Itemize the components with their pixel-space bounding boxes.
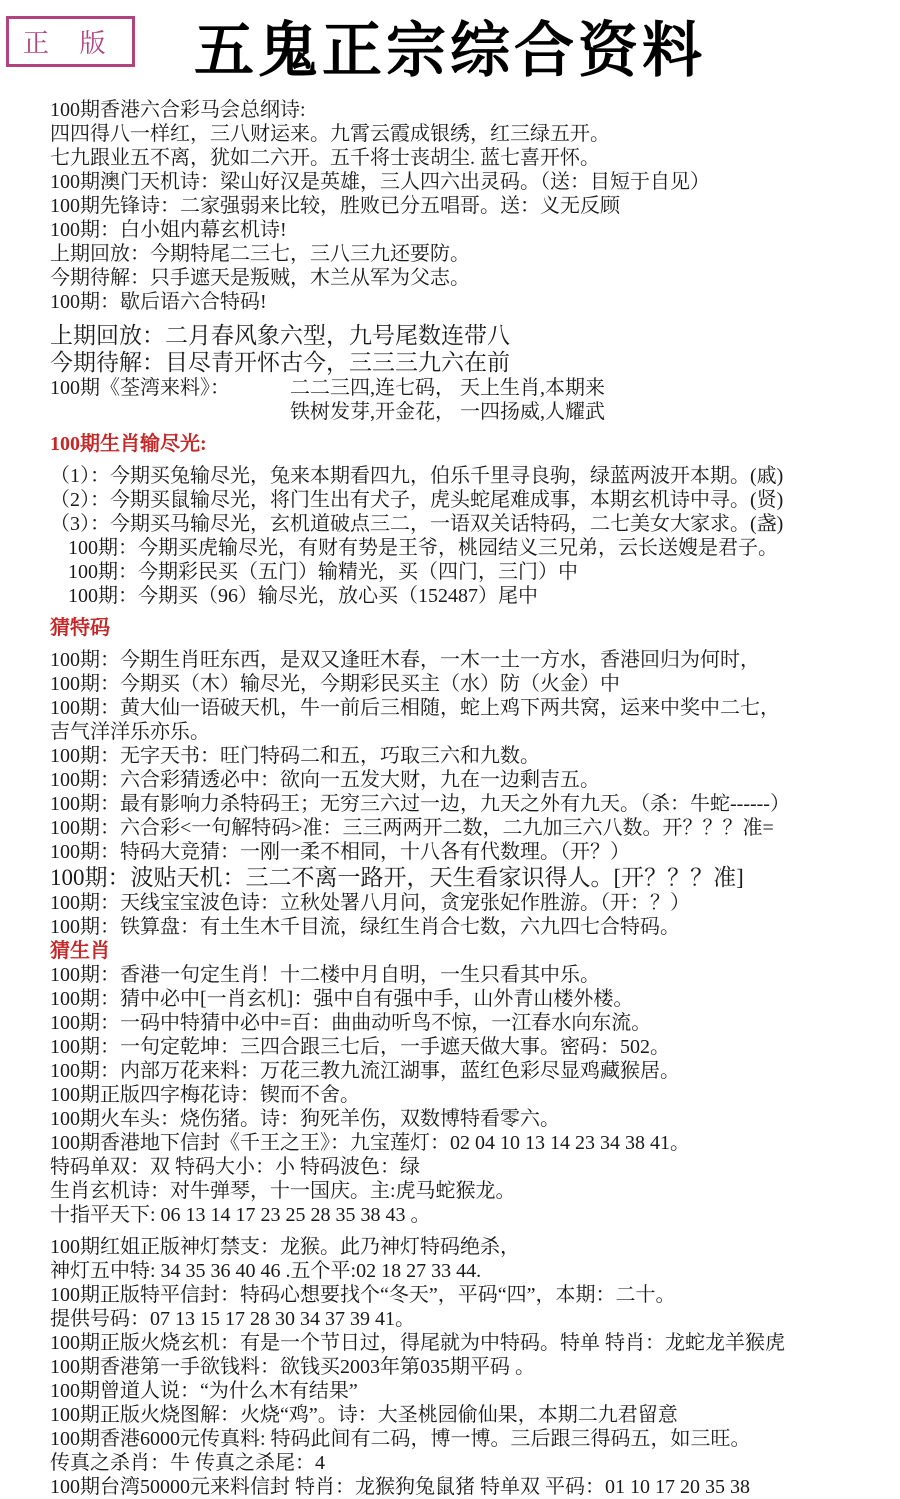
text-line: 100期：波贴天机：三二不离一路开，天生看家识得人。[开？？？准] xyxy=(50,865,744,890)
text-line: 100期香港第一手欲钱料：欲钱买2003年第035期平码 。 xyxy=(50,1356,535,1378)
text-line: 100期香港地下信封《千王之王》：九宝莲灯：02 04 10 13 14 23 34 38 41。 xyxy=(50,1132,690,1154)
text-line: 100期正版火烧玄机：有是一个节日过，得尾就为中特码。特单 特肖：龙蛇龙羊猴虎 xyxy=(50,1332,785,1354)
text-line: 100期香港6000元传真料: 特码此间有二码，博一博。三后跟三得码五，如三旺。 xyxy=(50,1428,751,1450)
text-line: 铁树发芽,开金花， 一四扬威,人耀武 xyxy=(290,401,605,423)
text-line: 100期：黄大仙一语破天机，牛一前后三相随，蛇上鸡下两共窝，运来中奖中二七， xyxy=(50,697,780,719)
text-line xyxy=(50,376,892,424)
text-line: 上期回放：今期特尾二三七，三八三九还要防。 xyxy=(50,243,470,265)
text-line: 神灯五中特: 34 35 36 40 46 .五个平:02 18 27 33 44. xyxy=(50,1260,482,1282)
text-line: 100期：今期买（96）输尽光，放心买（152487）尾中 xyxy=(68,585,538,607)
document-body xyxy=(0,98,900,1499)
text-line: 100期：无字天书：旺门特码二和五，巧取三六和九数。 xyxy=(50,745,540,767)
text-line: 特码单双：双 特码大小：小 特码波色：绿 xyxy=(50,1156,420,1178)
text-line: 100期：歇后语六合特码! xyxy=(50,291,267,313)
text-line: 100期先锋诗：二家强弱来比较，胜败已分五唱哥。送：义无反顾 xyxy=(50,195,620,217)
section-heading: 猜生肖 xyxy=(50,940,110,962)
text-line: 100期：今期生肖旺东西，是双又逢旺木春，一木一土一方水，香港回归为何时， xyxy=(50,649,760,671)
text-line: 100期：香港一句定生肖！十二楼中月自明，一生只看其中乐。 xyxy=(50,964,600,986)
text-line: 生肖玄机诗：对牛弹琴，十一国庆。主:虎马蛇猴龙。 xyxy=(50,1180,516,1202)
text-line: 100期：铁算盘：有土生木千目流，绿红生肖合七数，六九四七合特码。 xyxy=(50,916,680,938)
text-line: 四四得八一样红，三八财运来。九霄云霞成银绣，红三绿五开。 xyxy=(50,123,610,145)
text-line: 100期香港六合彩马会总纲诗: xyxy=(50,99,306,121)
text-line: （2）：今期买鼠输尽光，将门生出有犬子，虎头蛇尾难成事，本期玄机诗中寻。(贤) xyxy=(50,489,784,511)
text-line: 100期：猜中必中[一肖玄机]：强中自有强中手，山外青山楼外楼。 xyxy=(50,988,634,1010)
text-line: （1）：今期买兔输尽光，兔来本期看四九，伯乐千里寻良驹，绿蓝两波开本期。(戚) xyxy=(50,465,784,487)
text-line: 吉气洋洋乐亦乐。 xyxy=(50,721,210,743)
section-heading: 猜特码 xyxy=(50,617,110,639)
text-line: 100期台湾50000元来料信封 特肖：龙猴狗兔鼠猪 特单双 平码：01 10 17 20 35 38 xyxy=(50,1476,750,1498)
text-line: 100期正版火烧图解：火烧“鸡”。诗：大圣桃园偷仙果，本期二九君留意 xyxy=(50,1404,678,1426)
text-line: 100期澳门天机诗：梁山好汉是英雄，三人四六出灵码。（送：目短于自见） xyxy=(50,171,710,193)
authenticity-badge-label: 正 版 xyxy=(23,29,118,58)
text-line: 今期待解：只手遮天是叛贼，木兰从军为父志。 xyxy=(50,267,470,289)
text-line-stack xyxy=(290,376,605,424)
text-line: 100期：特码大竞猜：一刚一柔不相同，十八各有代数理。（开？） xyxy=(50,841,630,863)
text-line: 100期火车头：烧伤猪。诗：狗死羊伤，双数博特看零六。 xyxy=(50,1108,560,1130)
text-line: 100期：六合彩<一句解特码>准：三三两两开二数，二九加三六八数。开？？？准= xyxy=(50,817,774,839)
text-line: 今期待解：目尽青开怀古今，三三三九六在前 xyxy=(50,350,510,375)
text-line: 100期曾道人说：“为什么木有结果” xyxy=(50,1380,358,1402)
text-line: 100期：最有影响力杀特码王；无穷三六过一边，九天之外有九天。（杀：牛蛇------） xyxy=(50,793,790,815)
text-line: 100期：六合彩猜透必中：欲向一五发大财，九在一边剩吉五。 xyxy=(50,769,600,791)
page-title: 五鬼正宗综合资料 xyxy=(194,18,706,84)
section-heading: 100期生肖输尽光: xyxy=(50,433,207,455)
text-line: 100期正版四字梅花诗：锲而不舍。 xyxy=(50,1084,360,1106)
text-line: 上期回放：二月春风象六型，九号尾数连带八 xyxy=(50,323,510,348)
text-line: 100期正版特平信封：特码心想要找个“冬天”，平码“四”，本期：二十。 xyxy=(50,1284,676,1306)
text-line: 提供号码：07 13 15 17 28 30 34 37 39 41。 xyxy=(50,1308,415,1330)
text-line-label: 100期《荃湾来料》： xyxy=(50,377,230,399)
text-line: 二二三四,连七码， 天上生肖,本期来 xyxy=(290,377,605,399)
text-line: 七九跟业五不离，犹如二六开。五千将士丧胡尘. 蓝七喜开怀。 xyxy=(50,147,600,169)
text-line: 100期：白小姐内幕玄机诗! xyxy=(50,219,287,241)
text-line: （3）：今期买马输尽光，玄机道破点三二，一语双关话特码，二七美女大家求。(盏) xyxy=(50,513,784,535)
authenticity-badge xyxy=(6,16,135,67)
text-line: 100期红姐正版神灯禁支：龙猴。此乃神灯特码绝杀， xyxy=(50,1236,520,1258)
text-line: 100期：一码中特猜中必中=百：曲曲动听鸟不惊，一江春水向东流。 xyxy=(50,1012,652,1034)
text-line: 传真之杀肖：牛 传真之杀尾：4 xyxy=(50,1452,325,1474)
text-line: 100期：天线宝宝波色诗：立秋处署八月问，贪宠张妃作胜游。（开：？） xyxy=(50,892,690,914)
text-line: 100期：今期彩民买（五门）输精光，买（四门，三门）中 xyxy=(68,561,578,583)
text-line: 100期：一句定乾坤：三四合跟三七后，一手遮天做大事。密码：502。 xyxy=(50,1036,670,1058)
text-line: 100期：今期买虎输尽光，有财有势是王爷，桃园结义三兄弟，云长送嫂是君子。 xyxy=(68,537,778,559)
text-line: 十指平天下: 06 13 14 17 23 25 28 35 38 43 。 xyxy=(50,1204,431,1226)
text-line: 100期：内部万花来料：万花三教九流江湖事，蓝红色彩尽显鸡藏猴居。 xyxy=(50,1060,680,1082)
text-line: 100期：今期买（木）输尽光，今期彩民买主（水）防（火金）中 xyxy=(50,673,620,695)
